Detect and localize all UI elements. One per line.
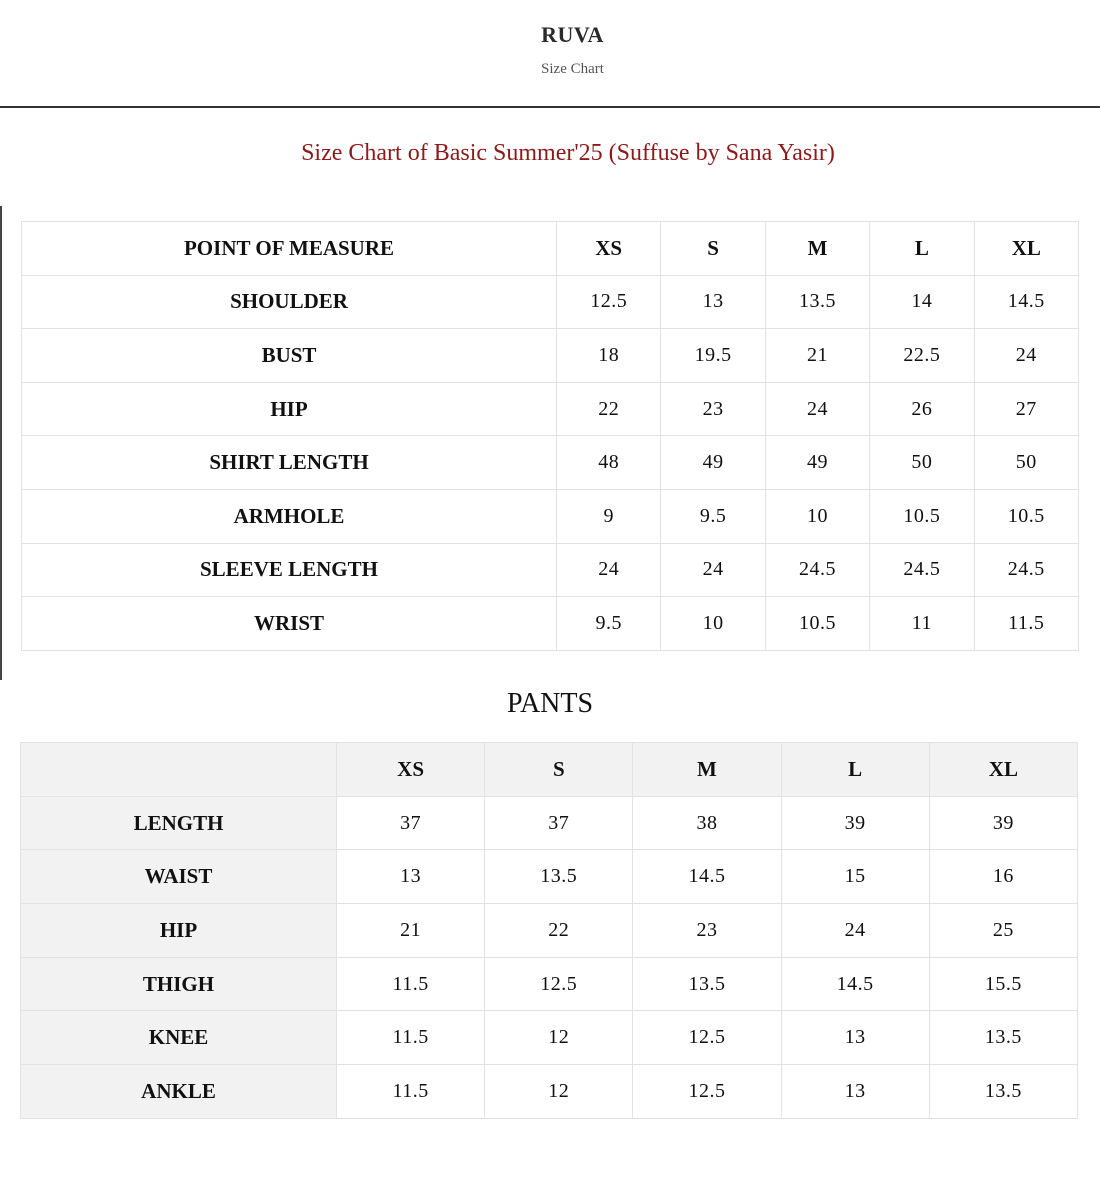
measure-label: ANKLE bbox=[21, 1065, 337, 1119]
measure-value: 13.5 bbox=[929, 1065, 1077, 1119]
measure-value: 13 bbox=[781, 1065, 929, 1119]
measure-value: 14.5 bbox=[974, 275, 1078, 329]
measure-label: HIP bbox=[21, 904, 337, 958]
measure-value: 24 bbox=[974, 329, 1078, 383]
measure-value: 16 bbox=[929, 850, 1077, 904]
header-size-cell: S bbox=[661, 222, 765, 276]
measure-value: 10.5 bbox=[870, 489, 974, 543]
measure-value: 22 bbox=[485, 904, 633, 958]
table-row bbox=[22, 382, 1079, 436]
measure-value: 11.5 bbox=[337, 1065, 485, 1119]
measure-value: 22.5 bbox=[870, 329, 974, 383]
measure-value: 19.5 bbox=[661, 329, 765, 383]
measure-label: WRIST bbox=[22, 597, 557, 651]
table-row bbox=[21, 1065, 1078, 1119]
measure-value: 9.5 bbox=[557, 597, 661, 651]
measure-value: 12.5 bbox=[485, 957, 633, 1011]
measure-value: 39 bbox=[929, 796, 1077, 850]
table-header-row bbox=[21, 743, 1078, 797]
pants-size-table bbox=[20, 742, 1078, 1119]
measure-value: 38 bbox=[633, 796, 781, 850]
measure-value: 21 bbox=[337, 904, 485, 958]
measure-value: 37 bbox=[485, 796, 633, 850]
measure-value: 10.5 bbox=[974, 489, 1078, 543]
header-label-cell: POINT OF MEASURE bbox=[22, 222, 557, 276]
header-size-cell: XL bbox=[974, 222, 1078, 276]
measure-value: 11.5 bbox=[974, 597, 1078, 651]
shirt-size-table bbox=[21, 221, 1079, 651]
measure-label: HIP bbox=[22, 382, 557, 436]
measure-value: 15.5 bbox=[929, 957, 1077, 1011]
table-row bbox=[21, 1011, 1078, 1065]
measure-value: 50 bbox=[870, 436, 974, 490]
header-size-cell: M bbox=[633, 743, 781, 797]
table-row bbox=[21, 850, 1078, 904]
measure-label: KNEE bbox=[21, 1011, 337, 1065]
measure-value: 13 bbox=[337, 850, 485, 904]
header-size-cell: S bbox=[485, 743, 633, 797]
header-size-cell: XS bbox=[337, 743, 485, 797]
measure-value: 24 bbox=[661, 543, 765, 597]
measure-value: 13.5 bbox=[485, 850, 633, 904]
measure-label: SHOULDER bbox=[22, 275, 557, 329]
measure-value: 50 bbox=[974, 436, 1078, 490]
header-label-cell bbox=[21, 743, 337, 797]
measure-value: 24 bbox=[781, 904, 929, 958]
table-header-row bbox=[22, 222, 1079, 276]
measure-label: SHIRT LENGTH bbox=[22, 436, 557, 490]
measure-value: 18 bbox=[557, 329, 661, 383]
header-size-cell: L bbox=[870, 222, 974, 276]
table-row bbox=[22, 436, 1079, 490]
measure-value: 25 bbox=[929, 904, 1077, 958]
measure-value: 12 bbox=[485, 1065, 633, 1119]
measure-value: 13 bbox=[661, 275, 765, 329]
measure-value: 15 bbox=[781, 850, 929, 904]
measure-value: 39 bbox=[781, 796, 929, 850]
measure-value: 10 bbox=[661, 597, 765, 651]
measure-value: 12.5 bbox=[633, 1065, 781, 1119]
measure-value: 11.5 bbox=[337, 957, 485, 1011]
measure-value: 37 bbox=[337, 796, 485, 850]
measure-value: 13.5 bbox=[633, 957, 781, 1011]
measure-value: 24.5 bbox=[870, 543, 974, 597]
measure-value: 13.5 bbox=[929, 1011, 1077, 1065]
measure-value: 12.5 bbox=[633, 1011, 781, 1065]
measure-label: ARMHOLE bbox=[22, 489, 557, 543]
measure-value: 24.5 bbox=[974, 543, 1078, 597]
table-row bbox=[21, 796, 1078, 850]
measure-label: THIGH bbox=[21, 957, 337, 1011]
header-size-cell: M bbox=[765, 222, 869, 276]
left-divider bbox=[0, 206, 2, 680]
measure-value: 14.5 bbox=[633, 850, 781, 904]
measure-value: 11 bbox=[870, 597, 974, 651]
page-subtitle: Size Chart bbox=[541, 61, 604, 77]
table-row bbox=[22, 329, 1079, 383]
measure-value: 13 bbox=[781, 1011, 929, 1065]
table-row bbox=[22, 597, 1079, 651]
measure-value: 14 bbox=[870, 275, 974, 329]
header-size-cell: XS bbox=[557, 222, 661, 276]
measure-value: 49 bbox=[661, 436, 765, 490]
pants-heading: PANTS bbox=[506, 688, 594, 719]
measure-label: BUST bbox=[22, 329, 557, 383]
measure-value: 12.5 bbox=[557, 275, 661, 329]
measure-value: 23 bbox=[633, 904, 781, 958]
header-size-cell: XL bbox=[929, 743, 1077, 797]
measure-label: WAIST bbox=[21, 850, 337, 904]
measure-value: 24 bbox=[765, 382, 869, 436]
measure-value: 21 bbox=[765, 329, 869, 383]
measure-value: 23 bbox=[661, 382, 765, 436]
measure-value: 24.5 bbox=[765, 543, 869, 597]
measure-value: 22 bbox=[557, 382, 661, 436]
measure-value: 9 bbox=[557, 489, 661, 543]
measure-label: SLEEVE LENGTH bbox=[22, 543, 557, 597]
measure-value: 14.5 bbox=[781, 957, 929, 1011]
measure-value: 48 bbox=[557, 436, 661, 490]
brand-name: RUVA bbox=[541, 22, 604, 47]
table-row bbox=[22, 275, 1079, 329]
measure-value: 11.5 bbox=[337, 1011, 485, 1065]
table-row bbox=[21, 957, 1078, 1011]
table-row bbox=[22, 543, 1079, 597]
table-row bbox=[22, 489, 1079, 543]
measure-value: 49 bbox=[765, 436, 869, 490]
table-row bbox=[21, 904, 1078, 958]
measure-value: 13.5 bbox=[765, 275, 869, 329]
measure-label: LENGTH bbox=[21, 796, 337, 850]
measure-value: 10 bbox=[765, 489, 869, 543]
measure-value: 10.5 bbox=[765, 597, 869, 651]
measure-value: 9.5 bbox=[661, 489, 765, 543]
measure-value: 26 bbox=[870, 382, 974, 436]
size-chart-title: Size Chart of Basic Summer'25 (Suffuse by Sana Yasir) bbox=[301, 140, 835, 166]
measure-value: 27 bbox=[974, 382, 1078, 436]
header-size-cell: L bbox=[781, 743, 929, 797]
measure-value: 12 bbox=[485, 1011, 633, 1065]
page-header bbox=[0, 0, 1100, 108]
measure-value: 24 bbox=[557, 543, 661, 597]
